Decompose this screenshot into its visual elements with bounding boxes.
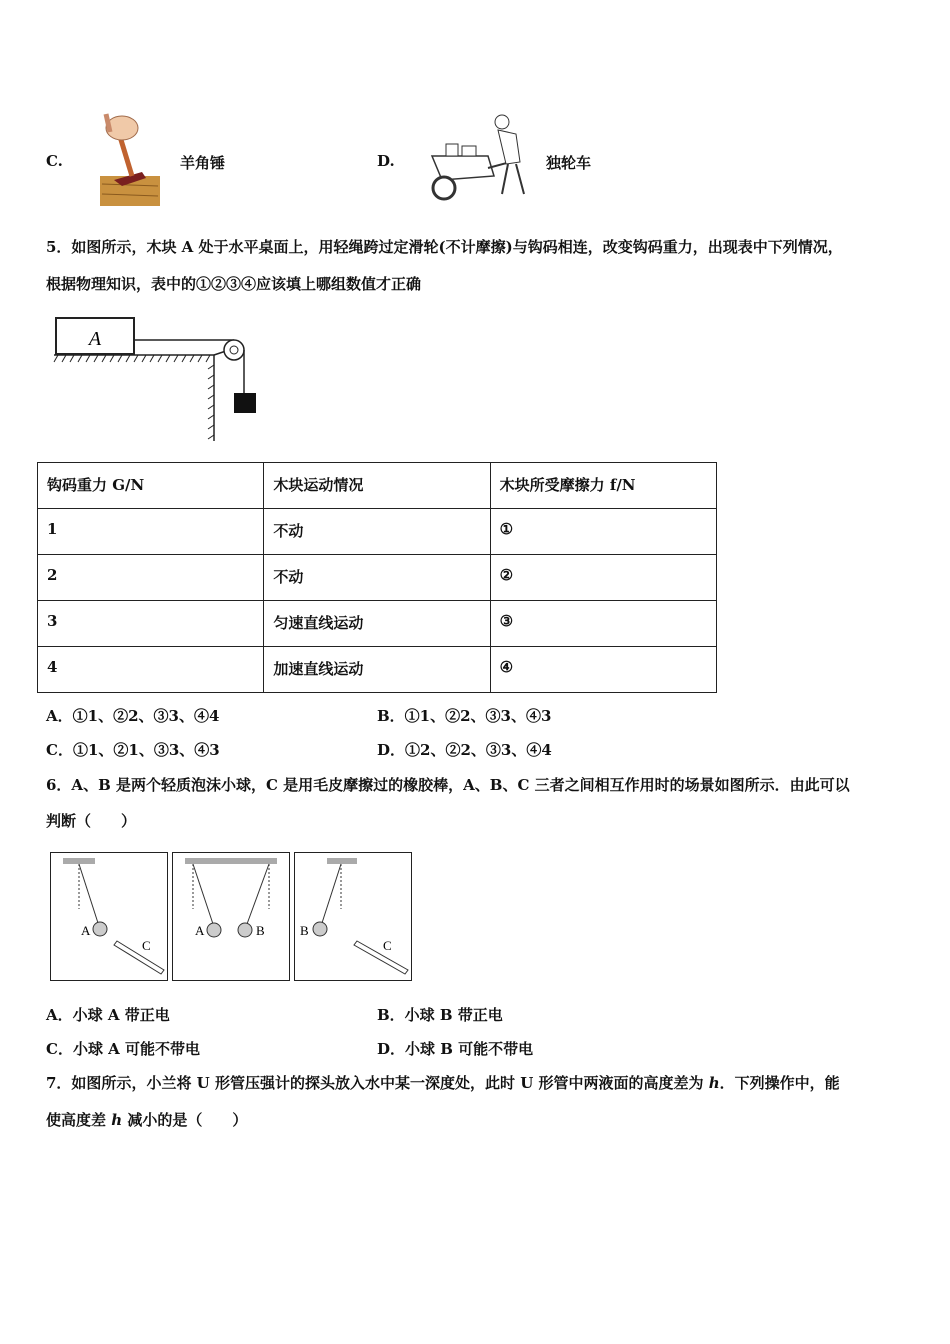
pulley-figure: [48, 313, 268, 445]
q5-option-d[interactable]: D．①2、②2、③3、④4: [377, 741, 552, 759]
table-cell: 3: [38, 601, 264, 647]
string: [193, 864, 213, 924]
block-a-label: A: [88, 328, 102, 350]
table-header-row: [38, 463, 717, 509]
table-cell: ③: [490, 601, 716, 647]
panel1-drawing: [51, 853, 166, 979]
worker-head: [495, 115, 509, 129]
ball-a: [93, 922, 107, 936]
table-hatching: [54, 355, 214, 439]
table-cell: ④: [490, 647, 716, 693]
string: [247, 864, 269, 924]
q6-option-d[interactable]: D．小球 B 可能不带电: [377, 1040, 534, 1058]
table-cell: 2: [38, 555, 264, 601]
ball-a: [207, 923, 221, 937]
panel3-drawing: [295, 853, 410, 979]
ball-b-label: B: [300, 923, 309, 938]
load-box: [462, 146, 476, 156]
rubber-rod: [114, 941, 164, 974]
q6-option-b[interactable]: B．小球 B 带正电: [377, 1006, 503, 1024]
load-box: [446, 144, 458, 156]
table-cell: 不动: [264, 555, 490, 601]
interaction-panel-2: [172, 852, 290, 981]
table-cell: ①: [490, 509, 716, 555]
table-header-cell: 木块运动情况: [264, 463, 490, 509]
q4-option-d-label: 独轮车: [546, 154, 592, 172]
height-variable-h: h: [111, 1111, 123, 1129]
interaction-panel-1: [50, 852, 168, 981]
q7-stem-line1-part1: 7．如图所示，小兰将 U 形管压强计的探头放入水中某一深度处，此时 U 形管中两液面的高度差为: [46, 1074, 709, 1092]
table-header-cell: 钩码重力 G/N: [38, 463, 264, 509]
q7-stem-line1-part2: ．下列操作中，能: [719, 1074, 840, 1092]
q6-option-c[interactable]: C．小球 A 可能不带电: [46, 1040, 201, 1058]
q7-stem-line1: [46, 1072, 840, 1093]
q7-stem-line2-part1: 使高度差: [46, 1111, 112, 1129]
q4-option-c-label: 羊角锤: [180, 154, 226, 172]
pulley-axle: [230, 346, 238, 354]
claw-hammer-image: [96, 108, 164, 210]
wheelbarrow-image: [428, 112, 538, 204]
height-variable-h: h: [708, 1074, 720, 1092]
q4-option-d-letter: D.: [377, 152, 395, 170]
worker-leg: [516, 164, 524, 194]
panel2-drawing: [173, 853, 288, 979]
q5-option-c[interactable]: C．①1、②1、③3、④3: [46, 741, 220, 759]
table-cell: ②: [490, 555, 716, 601]
table-cell: 加速直线运动: [264, 647, 490, 693]
q5-option-a[interactable]: A．①1、②2、③3、④4: [46, 707, 220, 725]
q6-stem-line1: 6．A、B 是两个轻质泡沫小球，C 是用毛皮摩擦过的橡胶棒，A、B、C 三者之间相互作用时的场景如图所示．由此可以: [46, 776, 850, 794]
worker-leg: [502, 164, 508, 194]
table-cell: 不动: [264, 509, 490, 555]
q7-stem-line2: [46, 1109, 247, 1130]
ball-a-label: A: [195, 923, 205, 938]
q4-option-c-letter: C.: [46, 152, 63, 170]
ball-a-label: A: [81, 923, 91, 938]
table-row: [38, 555, 717, 601]
table-row: [38, 509, 717, 555]
worker-body: [498, 130, 520, 164]
table-header-cell: 木块所受摩擦力 f/N: [490, 463, 716, 509]
ceiling-mount: [185, 858, 277, 864]
ball-b-label: B: [256, 923, 265, 938]
rubber-rod: [354, 941, 408, 974]
barrow-wheel: [433, 177, 455, 199]
interaction-panel-3: [294, 852, 412, 981]
table-cell: 4: [38, 647, 264, 693]
rod-c-label: C: [142, 938, 151, 953]
q7-stem-line2-part2: 减小的是（ ）: [122, 1111, 248, 1129]
ball-b: [238, 923, 252, 937]
q5-option-b[interactable]: B．①1、②2、③3、④3: [377, 707, 552, 725]
table-cell: 1: [38, 509, 264, 555]
q6-stem-line2: 判断（ ）: [46, 812, 137, 830]
table-cell: 匀速直线运动: [264, 601, 490, 647]
string: [79, 864, 98, 923]
rod-c-label: C: [383, 938, 392, 953]
hook-weight: [234, 393, 256, 413]
q5-stem-line2: 根据物理知识，表中的①②③④应该填上哪组数值才正确: [46, 275, 422, 293]
ceiling-mount: [63, 858, 95, 864]
q6-option-a[interactable]: A．小球 A 带正电: [46, 1006, 170, 1024]
table-row: [38, 601, 717, 647]
friction-table: [37, 462, 717, 693]
ball-b: [313, 922, 327, 936]
q5-stem-line1: 5．如图所示，木块 A 处于水平桌面上，用轻绳跨过定滑轮(不计摩擦)与钩码相连，改变钩码重力，出现表中下列情况，: [46, 238, 843, 256]
table-row: [38, 647, 717, 693]
string: [322, 864, 341, 923]
ceiling-mount: [327, 858, 357, 864]
